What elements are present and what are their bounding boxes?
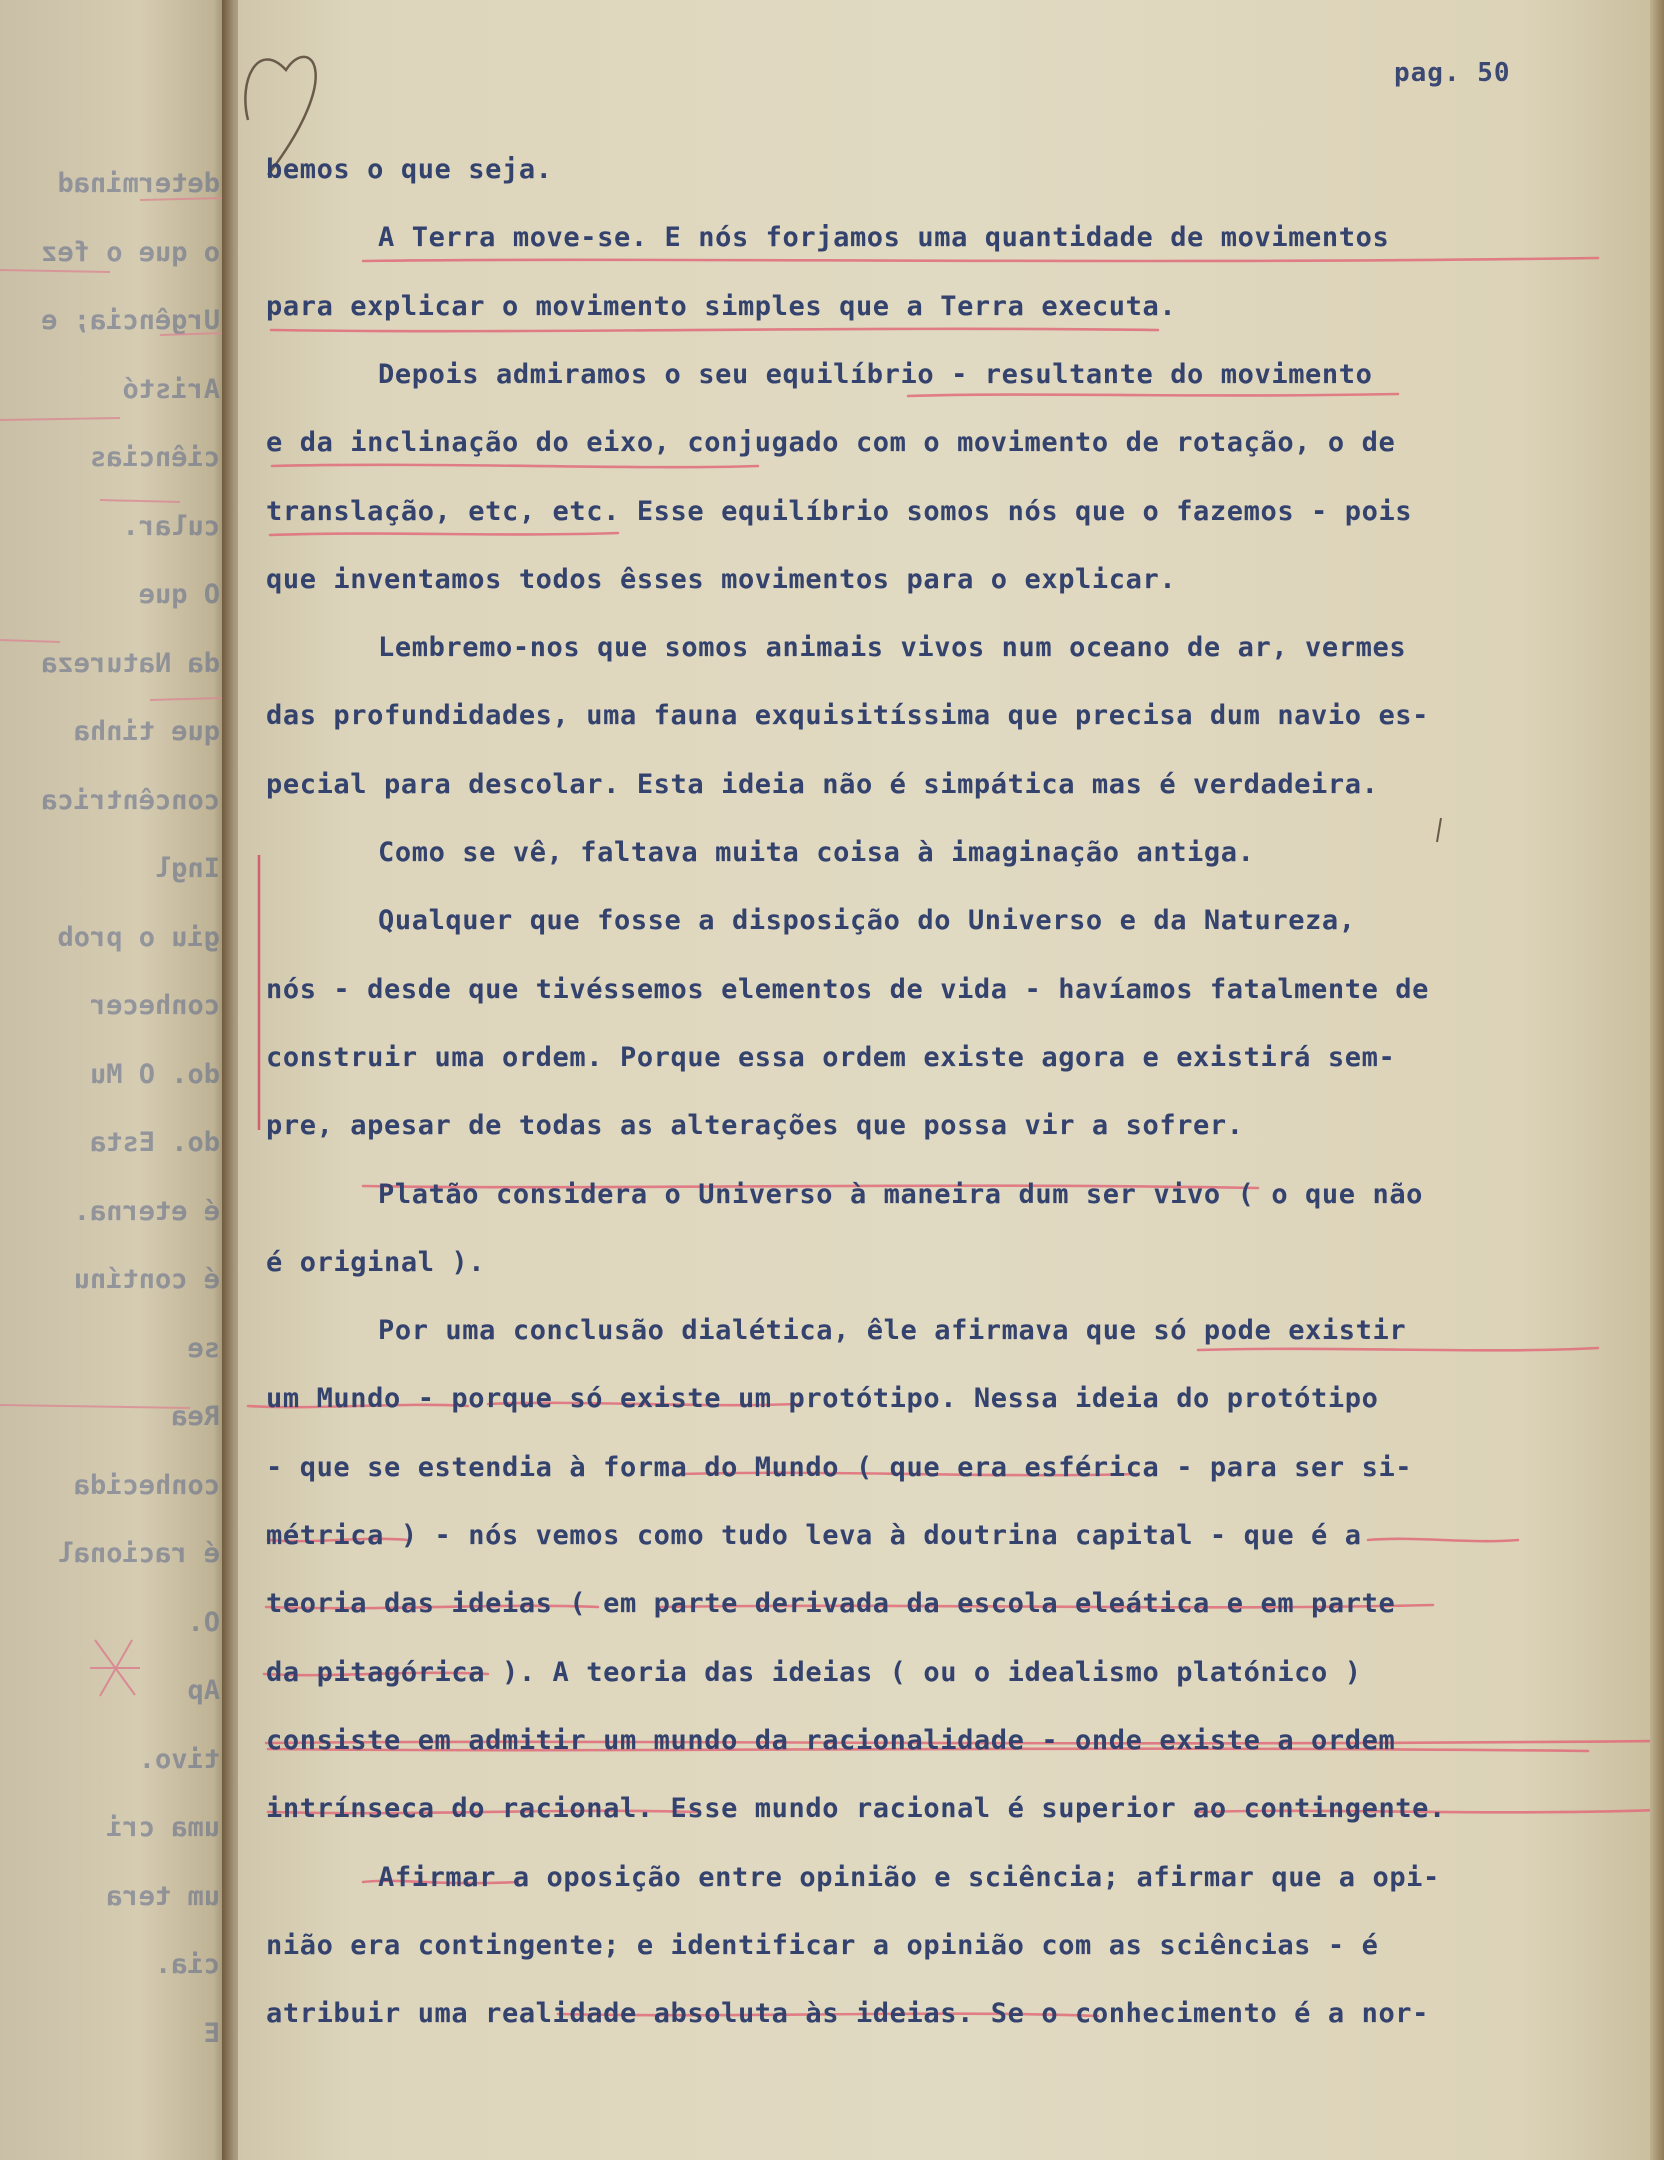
typed-line: - que se estendia à forma do Mundo ( que era esférica - para ser si- [266, 1451, 1413, 1483]
typed-line: translação, etc, etc. Esse equilíbrio somos nós que o fazemos - pois [266, 495, 1413, 527]
left-page-line: do. Esta [89, 1127, 220, 1158]
left-page-line: O que [138, 579, 220, 610]
typed-line: é original ). [266, 1246, 486, 1278]
typed-line: Depois admiramos o seu equilíbrio - resultante do movimento [378, 358, 1373, 390]
left-page-line: Aristó [122, 373, 220, 405]
typed-line: das profundidades, uma fauna exquisitíssima que precisa dum navio es- [266, 700, 1430, 732]
left-page-line: da Natureza [41, 647, 220, 679]
left-page-line: giu o prob [57, 921, 220, 953]
typed-line: pre, apesar de todas as alterações que possa vir a sofrer. [266, 1110, 1244, 1142]
typed-line: Afirmar a oposição entre opinião e sciência; afirmar que a opi- [378, 1861, 1440, 1893]
left-page-line: O. [187, 1606, 220, 1638]
left-page-line: do. O Mu [89, 1058, 220, 1090]
page-edge [1650, 0, 1664, 2160]
left-page-line: tivo. [138, 1743, 220, 1775]
typed-line: intrínseca do racional. Esse mundo racional é superior ao contingente. [266, 1793, 1446, 1825]
typed-line: A Terra move-se. E nós forjamos uma quantidade de movimentos [378, 222, 1390, 254]
typed-line: e da inclinação do eixo, conjugado com o movimento de rotação, o de [266, 427, 1396, 459]
left-page-line: Rea [171, 1401, 220, 1432]
typed-line: Por uma conclusão dialética, êle afirmava que só pode existir [378, 1315, 1407, 1347]
left-page-line: que tinha [73, 716, 220, 747]
typed-line: nós - desde que tivéssemos elementos de vida - havíamos fatalmente de [266, 973, 1430, 1005]
left-page-line: uma cri [106, 1812, 220, 1843]
typed-line: pecial para descolar. Esta ideia não é simpática mas é verdadeira. [266, 768, 1379, 800]
left-page-line: conhecida [73, 1469, 220, 1501]
left-page-line: determinad [57, 168, 220, 199]
left-page-line: E [203, 2017, 220, 2049]
left-page-line: concêntrica [41, 784, 220, 816]
left-page-line: é contínu [73, 1264, 220, 1295]
typed-line: atribuir uma realidade absoluta às ideias. Se o conhecimento é a nor- [266, 1998, 1430, 2030]
left-page-line: cular. [122, 510, 220, 542]
typed-line: bemos o que seja. [266, 154, 553, 185]
typed-line: consiste em admitir um mundo da racionalidade - onde existe a ordem [266, 1724, 1396, 1756]
typed-line: da pitagórica ). A teoria das ideias ( ou o idealismo platónico ) [266, 1656, 1362, 1688]
typed-line: para explicar o movimento simples que a Terra executa. [266, 290, 1177, 322]
left-page-line: é racional [57, 1538, 220, 1569]
left-page-line: o que o fez [41, 236, 220, 268]
typed-line: Lembremo-nos que somos animais vivos num oceano de ar, vermes [378, 632, 1407, 664]
left-page-line: Ingl [154, 853, 220, 884]
left-page-line: Urgência; e [41, 305, 220, 336]
typed-line: Qualquer que fosse a disposição do Universo e da Natureza, [378, 905, 1356, 937]
typed-line: nião era contingente; e identificar a opinião com as sciências - é [266, 1929, 1379, 1961]
left-page-line: um tera [106, 1880, 220, 1912]
typed-line: construir uma ordem. Porque essa ordem existe agora e existirá sem- [266, 1041, 1396, 1073]
left-page [0, 0, 232, 2160]
left-page-pencil-marks [0, 0, 232, 2160]
left-page-line: Ap [187, 1675, 220, 1706]
typed-line: que inventamos todos êsses movimentos para o explicar. [266, 563, 1177, 595]
left-page-line: é eterna. [73, 1195, 220, 1227]
left-page-line: ciências [89, 442, 220, 473]
typed-line: Platão considera o Universo à maneira dum ser vivo ( o que não [378, 1178, 1424, 1210]
page-number: pag. 50 [1394, 58, 1511, 88]
left-page-line: conhecer [89, 990, 220, 1021]
typescript-page [238, 0, 1664, 2160]
typed-line: Como se vê, faltava muita coisa à imaginação antiga. [378, 837, 1255, 868]
left-page-line: cia. [154, 1949, 220, 1980]
typed-line: um Mundo - porque só existe um protótipo. Nessa ideia do protótipo [266, 1383, 1379, 1415]
typed-line: teoria das ideias ( em parte derivada da escola eleática e em parte [266, 1588, 1396, 1620]
typed-line: métrica ) - nós vemos como tudo leva à doutrina capital - que é a [266, 1520, 1362, 1551]
left-page-line: se [187, 1332, 220, 1364]
